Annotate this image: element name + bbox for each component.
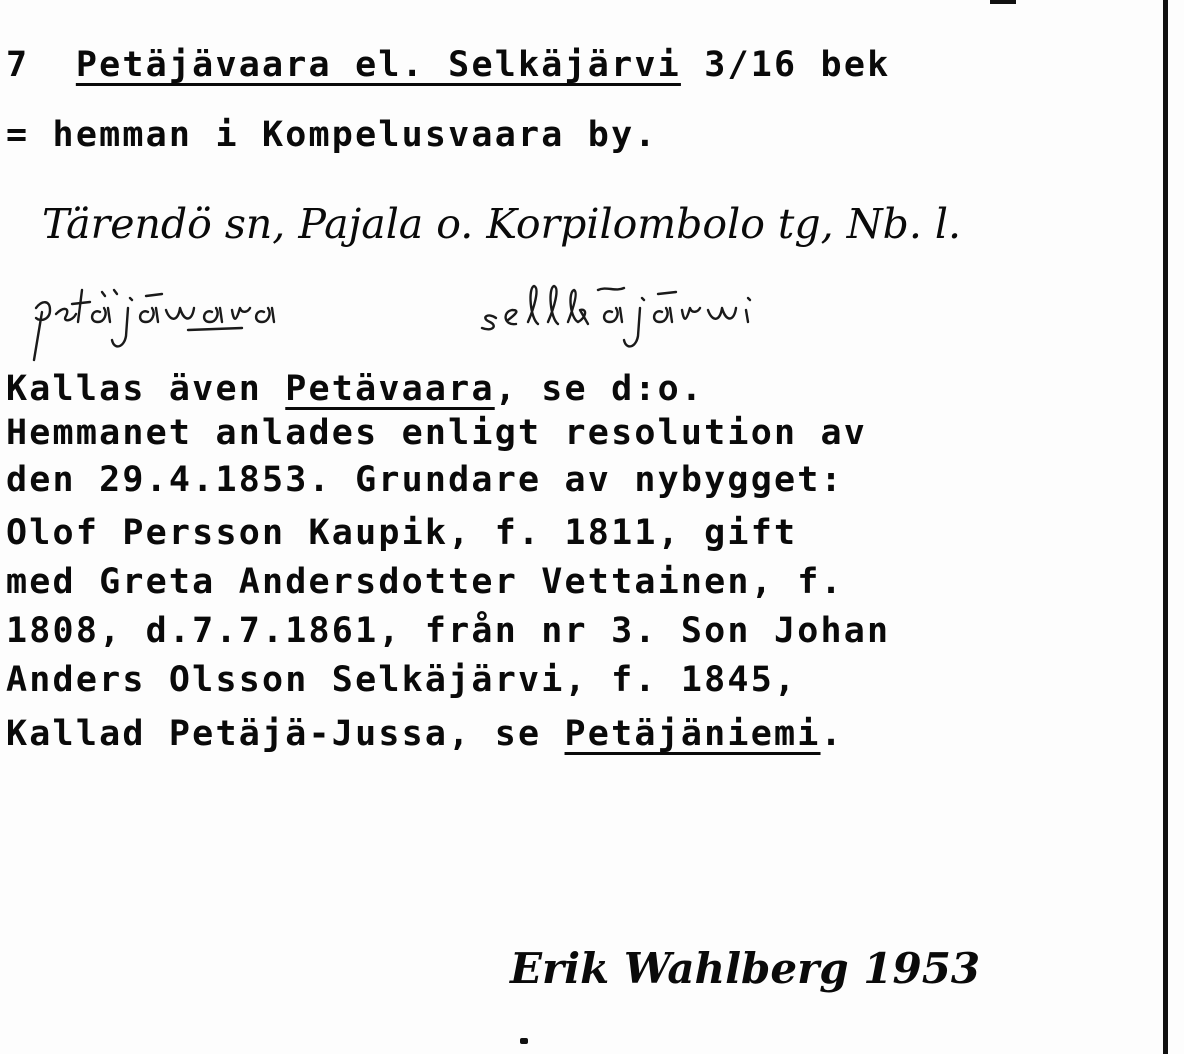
header-rest: 3/16 bek	[704, 45, 891, 85]
author-signature: Erik Wahlberg 1953	[510, 944, 981, 993]
body-line-4: Olof Persson Kaupik, f. 1811, gift	[6, 513, 798, 553]
card-right-border	[1163, 0, 1168, 1054]
body-line-3: den 29.4.1853. Grundare av nybygget:	[6, 460, 844, 500]
crossref-petavaara: Petävaara	[285, 369, 495, 409]
ink-dot	[520, 1038, 528, 1044]
header-title: Petäjävaara el. Selkäjärvi	[75, 45, 681, 85]
top-edge-mark	[990, 0, 1016, 4]
header-line	[6, 45, 891, 85]
header-number: 7	[6, 45, 30, 85]
body-line-2: Hemmanet anlades enligt resolution av	[6, 413, 868, 453]
location-line: Tärendö sn, Pajala o. Korpilombolo tg, Nb. l.	[42, 200, 962, 248]
handwritten-note	[28, 278, 868, 368]
body-line-8: Kallad Petäjä-Jussa, se Petäjäniemi.	[6, 714, 844, 754]
body-line-7: Anders Olsson Selkäjärvi, f. 1845,	[6, 660, 798, 700]
crossref-petajaniemi: Petäjäniemi	[564, 714, 821, 754]
body-line-5: med Greta Andersdotter Vettainen, f.	[6, 562, 844, 602]
header-subline: = hemman i Kompelusvaara by.	[6, 115, 658, 155]
body-line-1: Kallas även Petävaara, se d:o.	[6, 369, 705, 409]
body-line-6: 1808, d.7.7.1861, från nr 3. Son Johan	[6, 611, 891, 651]
